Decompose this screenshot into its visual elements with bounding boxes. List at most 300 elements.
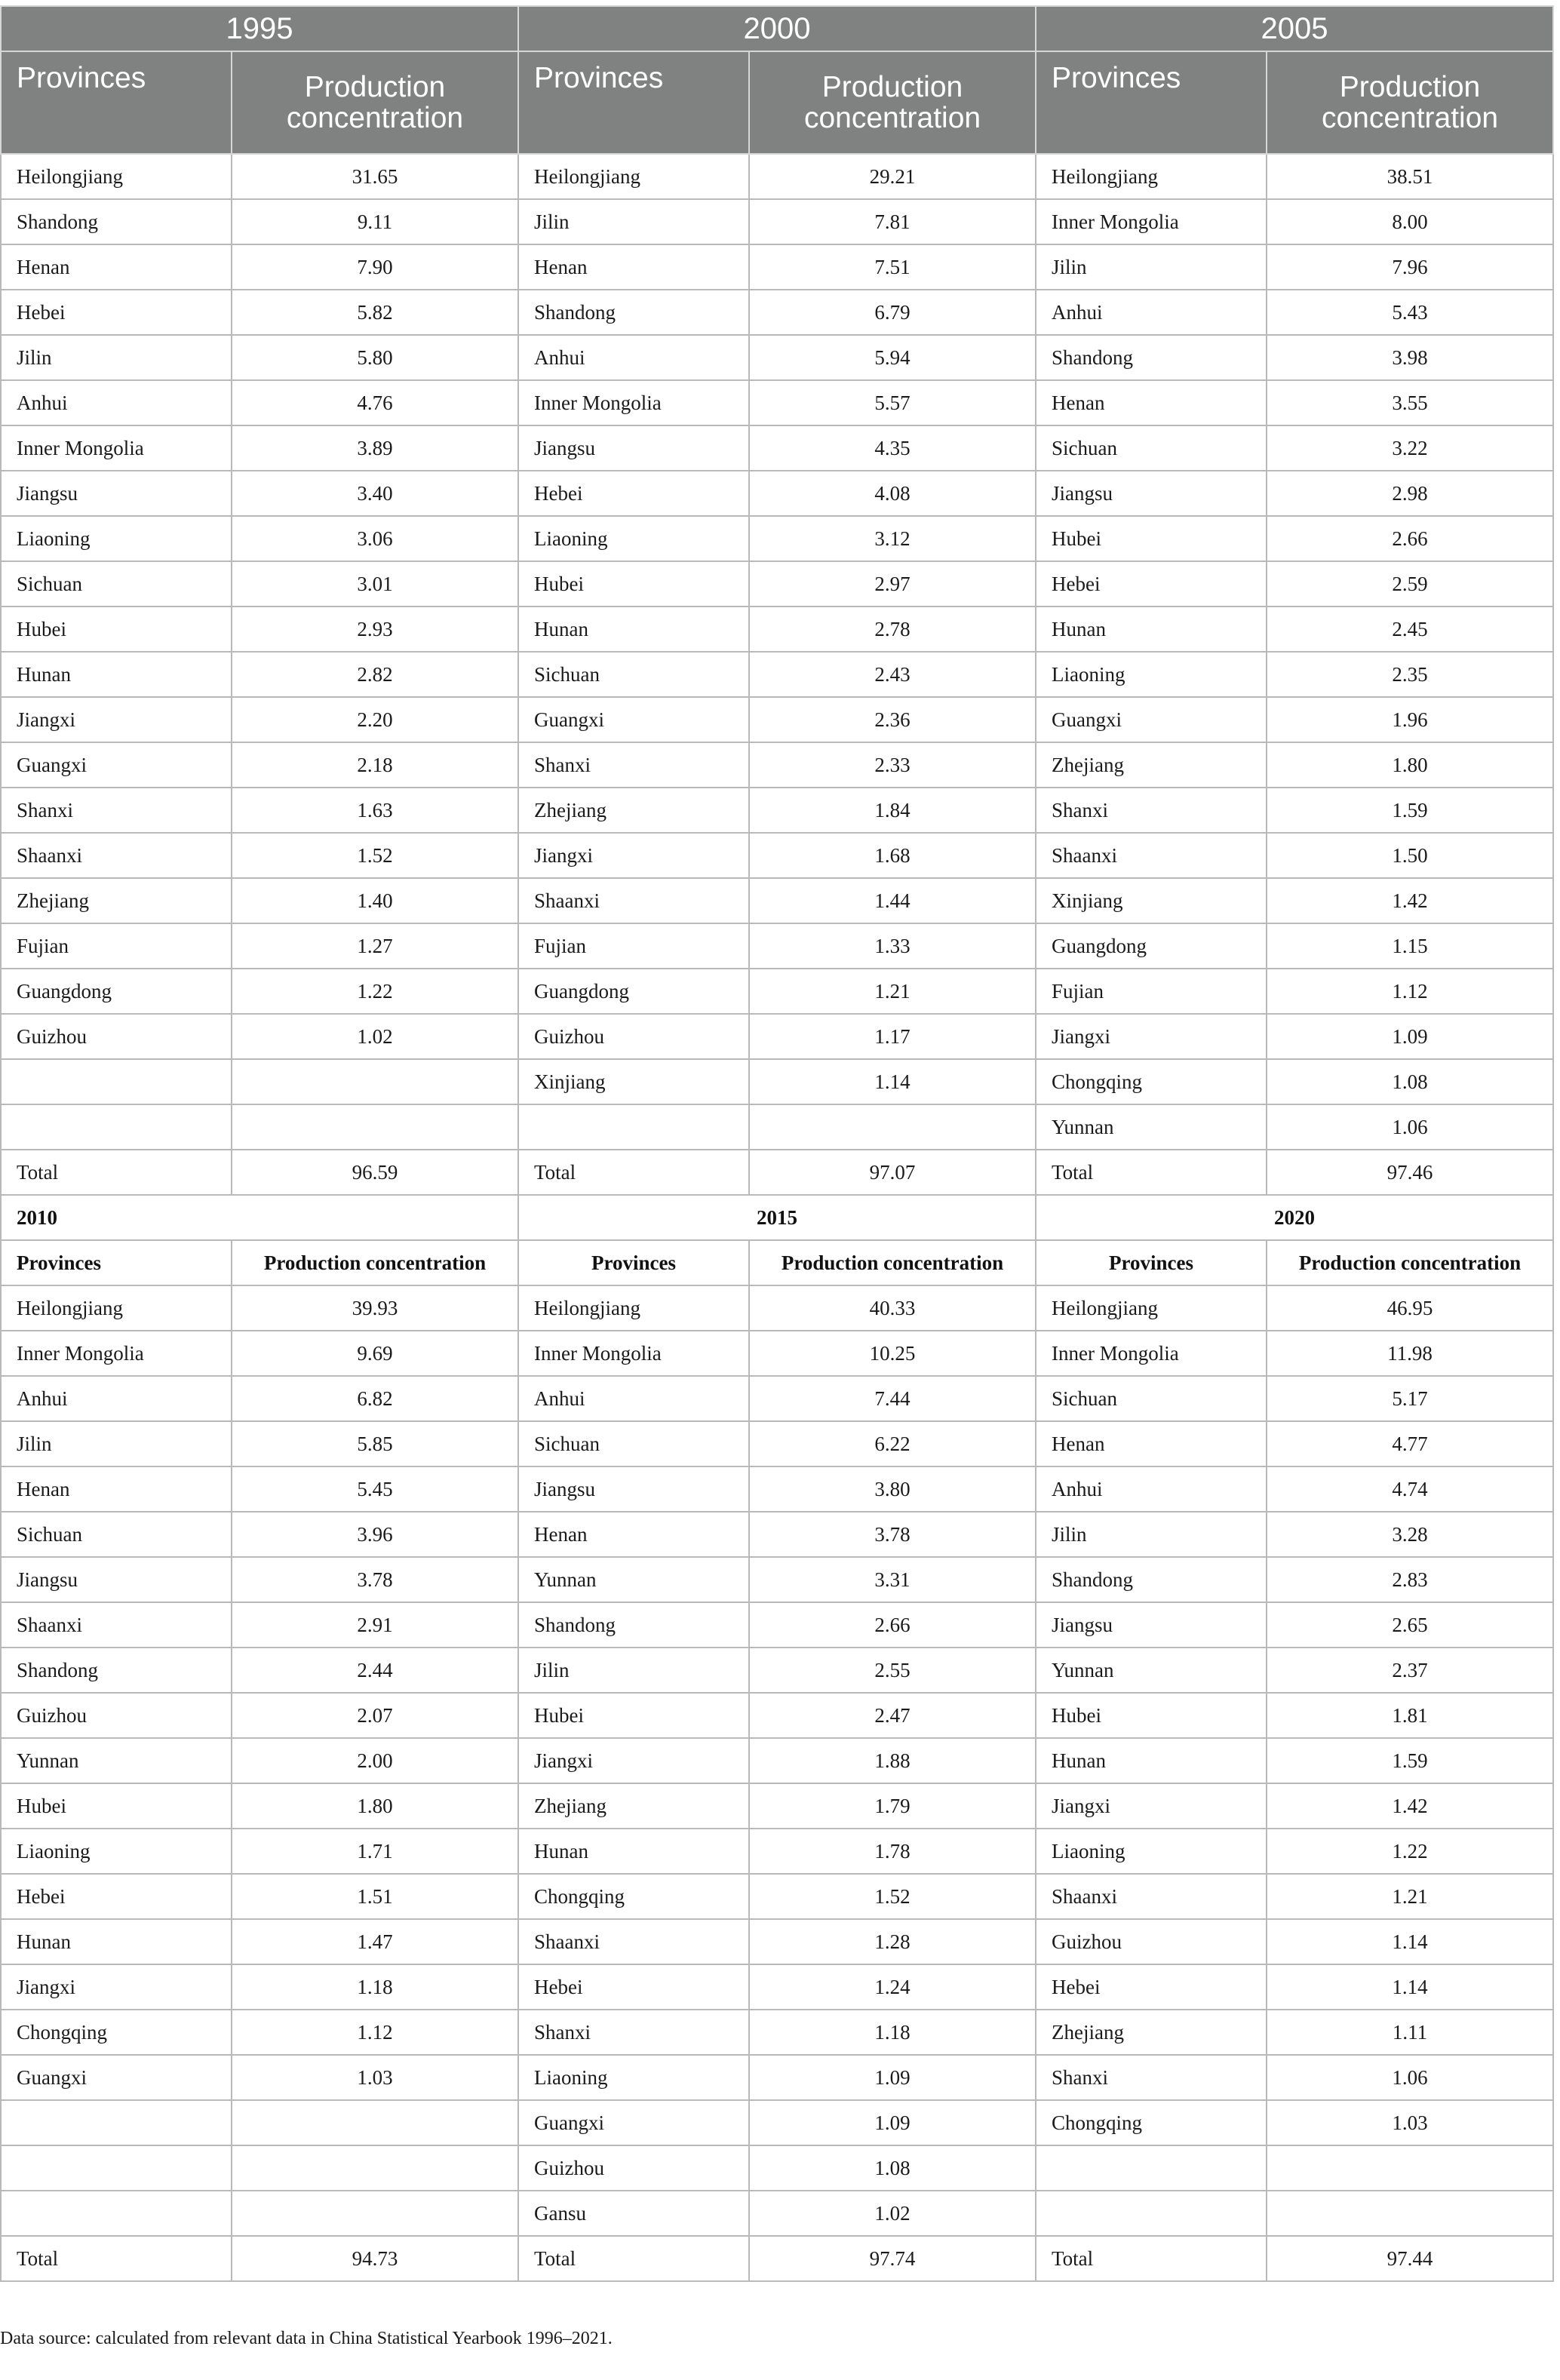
concentration-cell [1267,2145,1553,2191]
year-header-2015: 2015 [518,1195,1036,1240]
concentration-cell: 31.65 [232,154,518,199]
table-row [1,2236,1553,2281]
concentration-cell: 1.50 [1267,833,1553,878]
concentration-cell: 2.78 [749,607,1036,652]
province-cell: Hunan [1,1919,232,1964]
province-cell: Anhui [518,335,749,380]
province-cell: Sichuan [1036,1376,1267,1421]
concentration-cell: 1.02 [749,2191,1036,2236]
concentration-cell: 3.89 [232,425,518,471]
year-header-2010: 2010 [1,1195,518,1240]
year-header-2020: 2020 [1036,1195,1553,1240]
concentration-cell: 1.44 [749,878,1036,923]
concentration-cell: 1.11 [1267,2010,1553,2055]
province-cell: Jiangxi [1036,1783,1267,1829]
province-cell: Hunan [518,1829,749,1874]
concentration-cell: 7.90 [232,244,518,290]
table-row [1,742,1553,788]
table-row [1,1059,1553,1104]
province-cell: Jiangxi [1036,1014,1267,1059]
province-cell: Shandong [1036,335,1267,380]
provinces-header: Provinces [1,1240,232,1285]
table-row [1,2100,1553,2145]
province-cell: Total [1036,2236,1267,2281]
province-cell: Shandong [1,199,232,244]
province-cell: Inner Mongolia [518,1331,749,1376]
top-column-header-row [1,51,1553,154]
province-cell: Jiangsu [1,1557,232,1602]
concentration-header-text: Production concentration [803,71,981,134]
concentration-cell: 97.44 [1267,2236,1553,2281]
province-cell: Total [1,1150,232,1195]
province-cell: Jiangsu [1,471,232,516]
concentration-cell: 8.00 [1267,199,1553,244]
province-cell: Fujian [1,923,232,969]
province-cell: Jiangxi [1,1964,232,2010]
table-row [1,1783,1553,1829]
concentration-cell: 7.81 [749,199,1036,244]
province-cell: Liaoning [1036,652,1267,697]
concentration-cell: 1.68 [749,833,1036,878]
concentration-cell: 97.74 [749,2236,1036,2281]
province-cell: Anhui [1036,290,1267,335]
table-row [1,561,1553,607]
province-cell [1036,2191,1267,2236]
table-row [1,1919,1553,1964]
province-cell: Jilin [518,1648,749,1693]
province-cell: Hebei [1,290,232,335]
table-row [1,154,1553,199]
province-cell: Heilongjiang [1,1285,232,1331]
concentration-cell: 3.55 [1267,380,1553,425]
concentration-cell [232,2145,518,2191]
table-row [1,923,1553,969]
province-cell: Henan [1,244,232,290]
province-cell: Fujian [1036,969,1267,1014]
province-cell: Jiangsu [518,425,749,471]
concentration-cell: 7.96 [1267,244,1553,290]
concentration-cell: 1.84 [749,788,1036,833]
province-cell: Liaoning [1,516,232,561]
concentration-cell: 3.22 [1267,425,1553,471]
table-row [1,1104,1553,1150]
concentration-cell: 1.80 [232,1783,518,1829]
province-cell: Henan [518,1512,749,1557]
concentration-cell: 3.96 [232,1512,518,1557]
province-cell: Shaanxi [518,1919,749,1964]
concentration-cell: 94.73 [232,2236,518,2281]
province-cell: Gansu [518,2191,749,2236]
year-header-2005: 2005 [1036,6,1553,51]
province-cell [1,2100,232,2145]
table-row [1,471,1553,516]
province-cell: Shaanxi [1,833,232,878]
concentration-cell: 2.33 [749,742,1036,788]
concentration-cell: 1.28 [749,1919,1036,1964]
province-cell: Jiangxi [518,1738,749,1783]
concentration-cell: 2.37 [1267,1648,1553,1693]
concentration-cell: 1.40 [232,878,518,923]
table-row [1,607,1553,652]
concentration-cell: 3.28 [1267,1512,1553,1557]
concentration-cell: 1.09 [749,2100,1036,2145]
concentration-cell [232,1059,518,1104]
concentration-cell: 39.93 [232,1285,518,1331]
province-cell: Inner Mongolia [1,1331,232,1376]
table-row [1,1014,1553,1059]
province-cell: Guangdong [1036,923,1267,969]
bottom-column-header-row [1,1240,1553,1285]
province-cell: Liaoning [1036,1829,1267,1874]
table-row [1,1150,1553,1195]
province-cell: Shaanxi [518,878,749,923]
table-row [1,1648,1553,1693]
province-cell: Sichuan [1,561,232,607]
province-cell: Yunnan [518,1557,749,1602]
province-cell: Hubei [1036,1693,1267,1738]
province-cell: Hubei [1,1783,232,1829]
concentration-header: Production concentration [749,1240,1036,1285]
provinces-header: Provinces [1036,51,1267,154]
year-header-2000: 2000 [518,6,1036,51]
concentration-cell: 6.79 [749,290,1036,335]
province-cell: Guizhou [1036,1919,1267,1964]
year-header-1995: 1995 [1,6,518,51]
concentration-cell: 5.17 [1267,1376,1553,1421]
provinces-header: Provinces [1,51,232,154]
province-cell: Hubei [518,1693,749,1738]
province-cell: Zhejiang [1036,742,1267,788]
concentration-cell: 1.21 [749,969,1036,1014]
table-row [1,290,1553,335]
province-cell: Henan [1036,1421,1267,1466]
concentration-cell: 2.43 [749,652,1036,697]
concentration-cell: 2.97 [749,561,1036,607]
bottom-year-header-row [1,1195,1553,1240]
concentration-cell: 96.59 [232,1150,518,1195]
province-cell: Henan [518,244,749,290]
table-row [1,652,1553,697]
provinces-header: Provinces [518,51,749,154]
concentration-cell: 1.21 [1267,1874,1553,1919]
table-row [1,788,1553,833]
province-cell: Hunan [1,652,232,697]
concentration-cell: 2.20 [232,697,518,742]
concentration-cell: 1.59 [1267,788,1553,833]
province-cell: Guizhou [518,2145,749,2191]
table-row [1,1602,1553,1648]
top-year-header-row [1,6,1553,51]
concentration-cell: 1.27 [232,923,518,969]
table-row [1,833,1553,878]
concentration-cell: 7.44 [749,1376,1036,1421]
province-cell: Guangxi [518,2100,749,2145]
concentration-cell: 1.06 [1267,2055,1553,2100]
concentration-cell: 1.71 [232,1829,518,1874]
province-cell: Chongqing [1,2010,232,2055]
province-cell: Liaoning [1,1829,232,1874]
concentration-cell: 2.45 [1267,607,1553,652]
province-cell: Fujian [518,923,749,969]
concentration-cell: 2.66 [1267,516,1553,561]
table-row [1,1557,1553,1602]
provinces-header: Provinces [1036,1240,1267,1285]
concentration-cell: 97.07 [749,1150,1036,1195]
concentration-header [232,51,518,154]
concentration-cell: 1.14 [1267,1964,1553,2010]
concentration-cell: 3.01 [232,561,518,607]
table-row [1,1466,1553,1512]
concentration-cell: 4.08 [749,471,1036,516]
table-row [1,516,1553,561]
concentration-header-text: Production concentration [286,71,464,134]
concentration-cell: 38.51 [1267,154,1553,199]
concentration-cell: 1.52 [232,833,518,878]
concentration-cell: 2.59 [1267,561,1553,607]
concentration-cell: 1.08 [1267,1059,1553,1104]
province-cell: Jilin [1036,244,1267,290]
province-cell: Total [1036,1150,1267,1195]
province-cell: Guangxi [1,2055,232,2100]
concentration-cell: 9.69 [232,1331,518,1376]
concentration-header: Production concentration [1267,1240,1553,1285]
province-cell: Shaanxi [1,1602,232,1648]
concentration-cell: 1.63 [232,788,518,833]
province-cell: Guangxi [1036,697,1267,742]
table-row [1,1874,1553,1919]
concentration-cell: 5.94 [749,335,1036,380]
concentration-cell: 1.14 [1267,1919,1553,1964]
table-row [1,878,1553,923]
province-cell: Xinjiang [518,1059,749,1104]
concentration-cell: 3.12 [749,516,1036,561]
province-cell: Anhui [1,1376,232,1421]
province-cell: Jiangsu [518,1466,749,1512]
concentration-cell: 1.22 [232,969,518,1014]
province-cell: Heilongjiang [518,1285,749,1331]
concentration-cell [1267,2191,1553,2236]
concentration-header [1267,51,1553,154]
province-cell: Yunnan [1036,1104,1267,1150]
concentration-cell: 3.31 [749,1557,1036,1602]
table-row [1,1512,1553,1557]
province-cell: Jilin [1,1421,232,1466]
concentration-cell: 1.14 [749,1059,1036,1104]
table-row [1,2055,1553,2100]
province-cell [1036,2145,1267,2191]
concentration-cell: 1.80 [1267,742,1553,788]
province-cell: Total [518,2236,749,2281]
province-cell: Hubei [518,561,749,607]
concentration-cell: 97.46 [1267,1150,1553,1195]
concentration-cell: 1.03 [1267,2100,1553,2145]
province-cell [518,1104,749,1150]
province-cell: Inner Mongolia [518,380,749,425]
province-cell: Jiangxi [1,697,232,742]
concentration-cell: 2.91 [232,1602,518,1648]
province-cell: Shandong [1,1648,232,1693]
concentration-cell: 2.35 [1267,652,1553,697]
concentration-cell: 1.79 [749,1783,1036,1829]
concentration-cell: 5.43 [1267,290,1553,335]
concentration-cell: 2.66 [749,1602,1036,1648]
province-cell: Chongqing [1036,1059,1267,1104]
concentration-cell: 1.59 [1267,1738,1553,1783]
table-row [1,1331,1553,1376]
table-row [1,1285,1553,1331]
province-cell: Hebei [1036,1964,1267,2010]
province-cell: Zhejiang [1036,2010,1267,2055]
table-row [1,1738,1553,1783]
concentration-cell: 2.93 [232,607,518,652]
concentration-cell: 2.55 [749,1648,1036,1693]
province-cell: Shanxi [1036,2055,1267,2100]
province-cell: Anhui [1036,1466,1267,1512]
concentration-cell: 1.78 [749,1829,1036,1874]
province-cell [1,2191,232,2236]
concentration-cell: 2.07 [232,1693,518,1738]
concentration-cell: 9.11 [232,199,518,244]
concentration-cell: 1.96 [1267,697,1553,742]
province-cell: Chongqing [518,1874,749,1919]
province-cell: Sichuan [518,1421,749,1466]
province-cell: Xinjiang [1036,878,1267,923]
province-cell: Jiangxi [518,833,749,878]
concentration-cell: 1.24 [749,1964,1036,2010]
table-row [1,2010,1553,2055]
concentration-cell: 1.03 [232,2055,518,2100]
province-cell: Jiangsu [1036,471,1267,516]
concentration-cell: 1.33 [749,923,1036,969]
concentration-cell: 1.12 [232,2010,518,2055]
table-row [1,2191,1553,2236]
concentration-cell: 1.88 [749,1738,1036,1783]
concentration-cell: 2.18 [232,742,518,788]
province-cell: Liaoning [518,516,749,561]
concentration-cell: 46.95 [1267,1285,1553,1331]
concentration-cell: 1.09 [749,2055,1036,2100]
province-cell: Hebei [518,1964,749,2010]
province-cell: Jilin [1036,1512,1267,1557]
concentration-cell: 2.36 [749,697,1036,742]
table-row [1,1376,1553,1421]
province-cell: Guizhou [518,1014,749,1059]
province-cell: Hebei [1036,561,1267,607]
concentration-cell: 1.81 [1267,1693,1553,1738]
concentration-cell: 1.18 [232,1964,518,2010]
concentration-cell [232,2100,518,2145]
concentration-cell: 4.77 [1267,1421,1553,1466]
province-cell: Shanxi [518,2010,749,2055]
table-row [1,2145,1553,2191]
concentration-cell: 1.51 [232,1874,518,1919]
table-row [1,1829,1553,1874]
province-cell: Yunnan [1,1738,232,1783]
table-row [1,1421,1553,1466]
table-row [1,244,1553,290]
province-cell: Jilin [1,335,232,380]
table-row [1,335,1553,380]
table-row [1,1964,1553,2010]
concentration-cell: 11.98 [1267,1331,1553,1376]
concentration-cell: 1.09 [1267,1014,1553,1059]
province-cell: Total [518,1150,749,1195]
province-cell [1,1104,232,1150]
concentration-cell: 4.76 [232,380,518,425]
province-cell: Guangxi [1,742,232,788]
concentration-cell: 2.65 [1267,1602,1553,1648]
concentration-cell: 6.22 [749,1421,1036,1466]
province-cell: Heilongjiang [1036,1285,1267,1331]
concentration-cell: 29.21 [749,154,1036,199]
province-cell: Zhejiang [518,788,749,833]
concentration-cell [749,1104,1036,1150]
concentration-cell: 2.47 [749,1693,1036,1738]
concentration-cell [232,1104,518,1150]
production-concentration-table [0,5,1554,2282]
province-cell: Shandong [518,290,749,335]
province-cell: Shanxi [1036,788,1267,833]
concentration-cell: 2.83 [1267,1557,1553,1602]
concentration-cell: 5.57 [749,380,1036,425]
concentration-cell: 3.98 [1267,335,1553,380]
province-cell: Hubei [1036,516,1267,561]
concentration-cell: 1.47 [232,1919,518,1964]
concentration-cell: 6.82 [232,1376,518,1421]
data-source-note: Data source: calculated from relevant data in China Statistical Yearbook 1996–2021. [0,2329,613,2348]
concentration-header-text: Production concentration [1321,71,1499,134]
concentration-cell: 3.78 [749,1512,1036,1557]
province-cell [1,1059,232,1104]
province-cell: Guangdong [518,969,749,1014]
province-cell: Hubei [1,607,232,652]
table-row [1,969,1553,1014]
province-cell: Zhejiang [518,1783,749,1829]
concentration-cell: 1.08 [749,2145,1036,2191]
province-cell: Heilongjiang [518,154,749,199]
provinces-header: Provinces [518,1240,749,1285]
concentration-cell: 2.44 [232,1648,518,1693]
concentration-cell: 5.45 [232,1466,518,1512]
concentration-cell: 5.82 [232,290,518,335]
concentration-cell: 2.98 [1267,471,1553,516]
province-cell: Shaanxi [1036,1874,1267,1919]
province-cell: Shanxi [1,788,232,833]
concentration-cell: 3.40 [232,471,518,516]
table-row [1,1693,1553,1738]
province-cell: Henan [1,1466,232,1512]
province-cell: Sichuan [518,652,749,697]
province-cell: Inner Mongolia [1036,1331,1267,1376]
province-cell: Sichuan [1,1512,232,1557]
concentration-cell: 3.06 [232,516,518,561]
concentration-cell: 5.80 [232,335,518,380]
province-cell: Inner Mongolia [1036,199,1267,244]
table-row [1,199,1553,244]
concentration-cell: 4.74 [1267,1466,1553,1512]
concentration-cell: 1.52 [749,1874,1036,1919]
province-cell: Shandong [1036,1557,1267,1602]
concentration-cell: 3.78 [232,1557,518,1602]
province-cell: Inner Mongolia [1,425,232,471]
province-cell: Guangxi [518,697,749,742]
province-cell: Hunan [1036,607,1267,652]
province-cell: Hunan [1036,1738,1267,1783]
concentration-cell: 1.42 [1267,878,1553,923]
province-cell: Shandong [518,1602,749,1648]
concentration-cell [232,2191,518,2236]
concentration-cell: 1.02 [232,1014,518,1059]
